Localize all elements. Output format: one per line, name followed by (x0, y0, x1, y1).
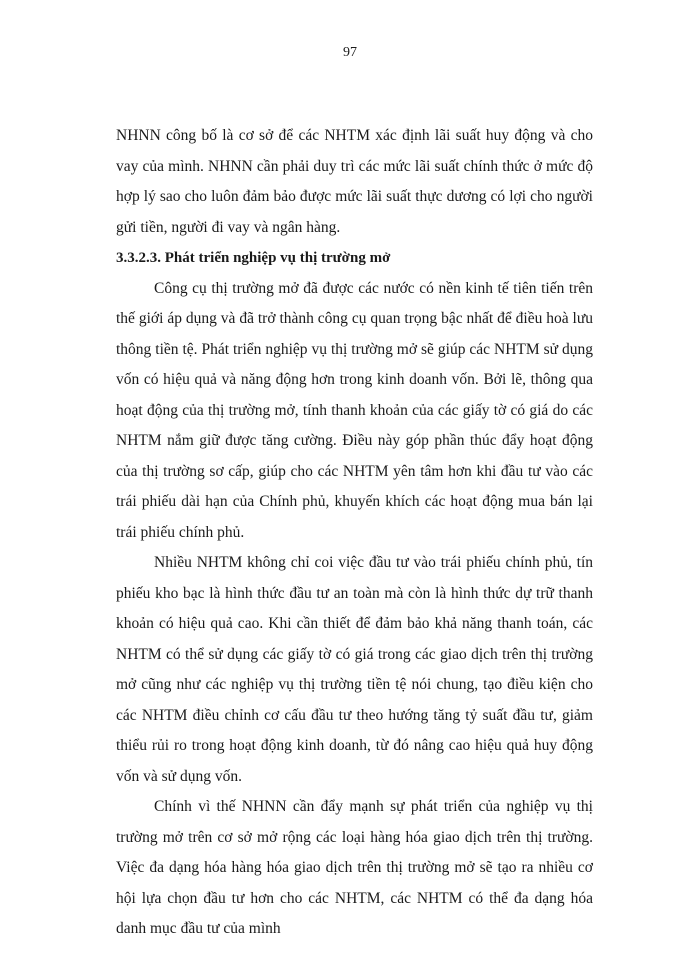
paragraph: Nhiều NHTM không chỉ coi việc đầu tư vào trái phiếu chính phủ, tín phiếu kho bạc là hình thức đầu tư an toàn mà còn là hình thức dự trữ thanh khoản có hiệu quả cao. Khi cần thiết để đảm bảo khả năng thanh toán, các NHTM có thể sử dụng các giấy tờ có giá trong các giao dịch trên thị trường mở cũng như các nghiệp vụ thị trường tiền tệ nói chung, tạo điều kiện cho các NHTM điều chỉnh cơ cấu đầu tư theo hướng tăng tỷ suất đầu tư, giảm thiểu rủi ro trong hoạt động kinh doanh, từ đó nâng cao hiệu quả huy động vốn và sử dụng vốn. (116, 554, 593, 785)
paragraph: Chính vì thế NHNN cần đẩy mạnh sự phát triển của nghiệp vụ thị trường mở trên cơ sở mở rộng các loại hàng hóa giao dịch trên thị trường. Việc đa dạng hóa hàng hóa giao dịch trên thị trường mở sẽ tạo ra nhiều cơ hội lựa chọn đầu tư hơn cho các NHTM, các NHTM có thể đa dạng hóa danh mục đầu tư của mình (116, 798, 593, 937)
paragraph-continuation: NHNN công bố là cơ sở để các NHTM xác định lãi suất huy động và cho vay của mình. NHNN cần phải duy trì các mức lãi suất chính thức ở mức độ hợp lý sao cho luôn đảm bảo được mức lãi suất thực dương có lợi cho người gửi tiền, người đi vay và ngân hàng. (116, 127, 593, 236)
section-heading: 3.3.2.3. Phát triển nghiệp vụ thị trường mở (116, 250, 391, 266)
document-body (116, 121, 593, 945)
page-number: 97 (343, 45, 357, 60)
paragraph: Công cụ thị trường mở đã được các nước có nền kinh tế tiên tiến trên thế giới áp dụng và đã trở thành công cụ quan trọng bậc nhất để điều hoà lưu thông tiền tệ. Phát triển nghiệp vụ thị trường mở sẽ giúp các NHTM sử dụng vốn có hiệu quả và năng động hơn trong kinh doanh vốn. Bởi lẽ, thông qua hoạt động của thị trường mở, tính thanh khoản của các giấy tờ có giá do các NHTM nắm giữ được tăng cường. Điều này góp phần thúc đẩy hoạt động của thị trường sơ cấp, giúp cho các NHTM yên tâm hơn khi đầu tư vào các trái phiếu dài hạn của Chính phủ, khuyến khích các hoạt động mua bán lại trái phiếu chính phủ. (116, 279, 593, 541)
